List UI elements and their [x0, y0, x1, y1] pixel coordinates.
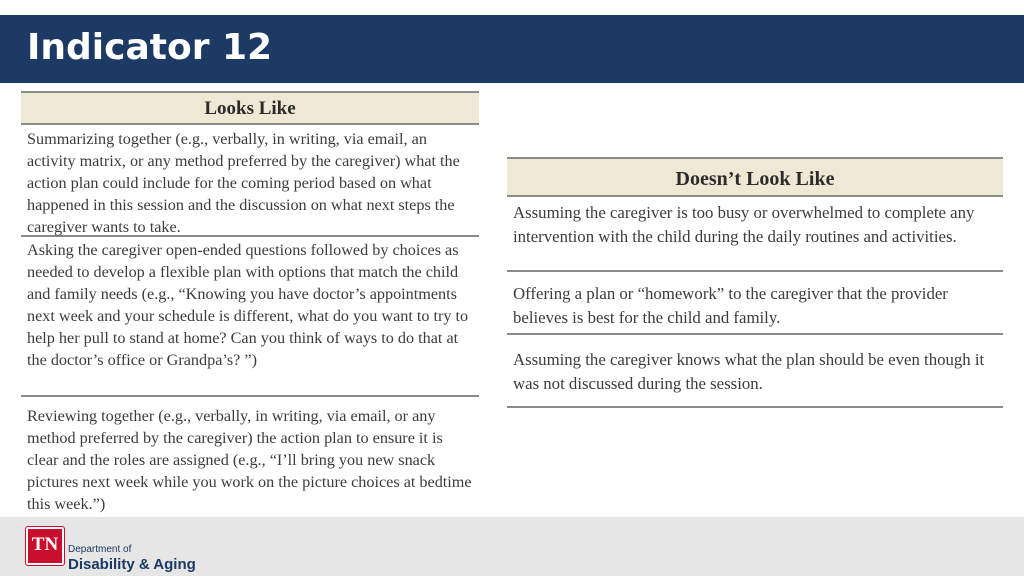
logo-text: TN: [31, 534, 59, 555]
doesnt-look-like-table: [507, 157, 1003, 408]
tn-logo-icon: [26, 527, 64, 565]
doesnt-look-like-item: Assuming the caregiver knows what the plan should be even though it was not discussed during the session.: [507, 335, 1003, 408]
footer-bar: [0, 517, 1024, 576]
looks-like-item: Asking the caregiver open-ended questions followed by choices as needed to develop a flexible plan with options that match the child and family needs (e.g., “Knowing you have doctor’s appointments next week and your schedule is different, what do you want to try to help her pull to stand at home? Can you think of ways to do that at the doctor’s office or Grandpa’s? ”): [21, 237, 479, 397]
looks-like-heading: Looks Like: [21, 91, 479, 125]
looks-like-table: [21, 91, 479, 513]
department-name: Disability & Aging: [68, 556, 196, 573]
doesnt-look-like-item: Assuming the caregiver is too busy or overwhelmed to complete any intervention with the child during the daily routines and activities.: [507, 197, 1003, 272]
department-label: Department of: [68, 544, 132, 555]
title-bar: [0, 15, 1024, 83]
slide-title: Indicator 12: [27, 27, 273, 68]
doesnt-look-like-item: Offering a plan or “homework” to the caregiver that the provider believes is best for the child and family.: [507, 272, 1003, 335]
looks-like-item: Reviewing together (e.g., verbally, in writing, via email, or any method preferred by the caregiver) the action plan to ensure it is clear and the roles are assigned (e.g., “I’ll bring you new snack pictures next week while you work on the picture choices at bedtime this week.”): [27, 407, 472, 513]
doesnt-look-like-heading: Doesn’t Look Like: [507, 157, 1003, 197]
looks-like-item: Summarizing together (e.g., verbally, in writing, via email, an activity matrix, or any method preferred by the caregiver) what the action plan could include for the coming period based on what happened in this session and the discussion on what next steps the caregiver wants to take.: [21, 125, 479, 237]
